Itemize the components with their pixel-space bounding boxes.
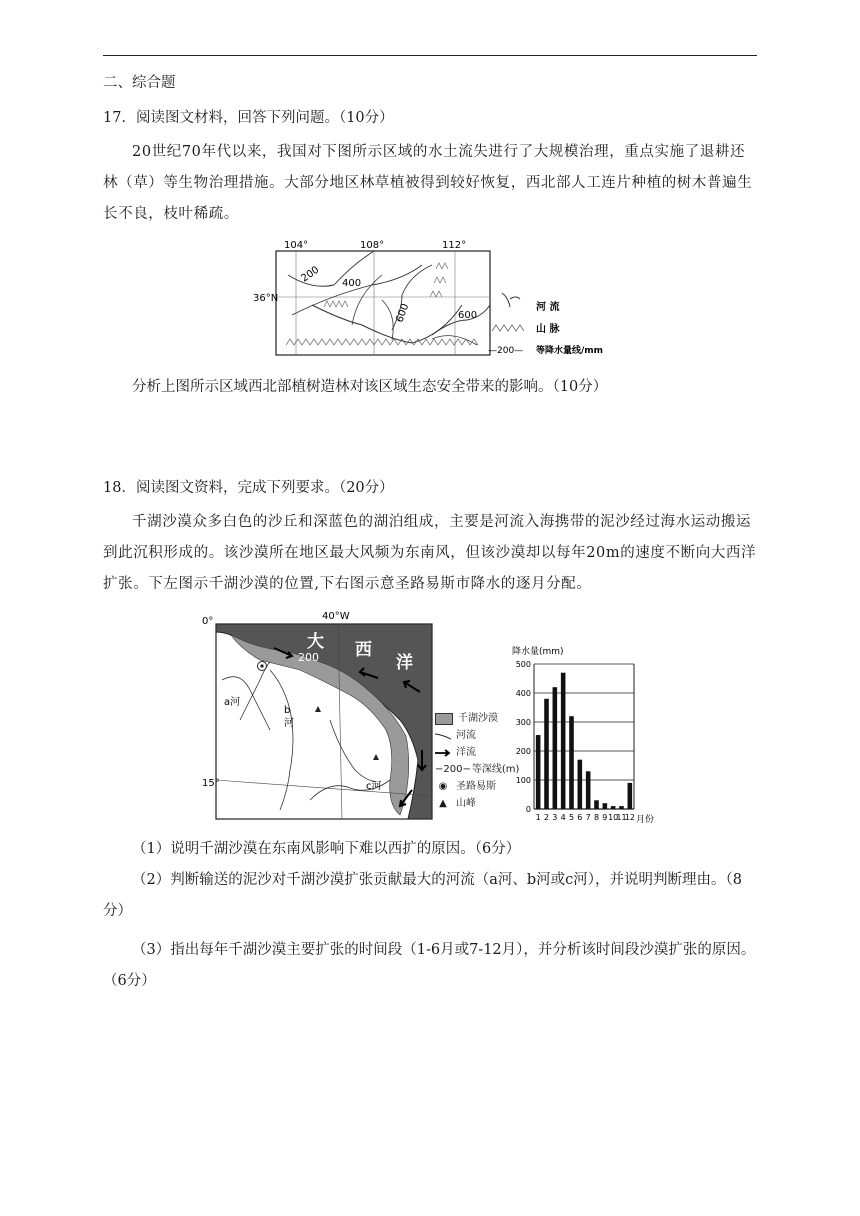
q18-paragraph: 千湖沙漠众多白色的沙丘和深蓝色的湖泊组成，主要是河流入海携带的泥沙经过海水运动搬运到此沉积形成的。该沙漠所在地区最大风频为东南风，但该沙漠却以每年20m的速度不断向大西洋扩张。下左图示千湖沙漠的位置,下右图示意圣路易斯市降水的逐月分配。 bbox=[103, 514, 757, 592]
chart-ytick-label: 500 bbox=[515, 660, 531, 669]
chart-xlabel: 月份 bbox=[636, 815, 655, 824]
chart-ytick-label: 200 bbox=[515, 747, 531, 756]
lat-label-0: 0° bbox=[202, 616, 214, 627]
chart-xtick-label: 12 bbox=[624, 813, 635, 822]
q18-map bbox=[200, 610, 440, 822]
legend-mountain-label: 山 脉 bbox=[536, 324, 560, 335]
legend-current-label: 洋流 bbox=[456, 747, 476, 758]
ocean-char-xi: 西 bbox=[355, 640, 372, 660]
ocean-char-da: 大 bbox=[307, 632, 324, 652]
chart-xtick-label: 11 bbox=[616, 813, 627, 822]
legend-isohyet-value: —200— bbox=[488, 346, 524, 356]
river-a-label: a河 bbox=[224, 697, 241, 708]
legend-peak-icon: ▲ bbox=[439, 798, 447, 809]
chart-ytick-label: 100 bbox=[515, 776, 531, 785]
chart-xtick-label: 1 bbox=[535, 813, 541, 822]
chart-bar-month-1 bbox=[536, 735, 541, 809]
ocean-char-yang: 洋 bbox=[396, 653, 413, 673]
lon-label-104: 104° bbox=[284, 240, 309, 251]
chart-ytick-label: 0 bbox=[525, 805, 531, 814]
chart-ylabel: 降水量(mm) bbox=[512, 647, 564, 657]
isohyet-label-400: 400 bbox=[342, 278, 362, 289]
chart-bar-month-4 bbox=[561, 673, 566, 809]
legend-river-label-2: 河流 bbox=[456, 730, 476, 741]
chart-bar-month-9 bbox=[603, 803, 608, 809]
q18-title: 18．阅读图文资料，完成下列要求。（20分） bbox=[103, 480, 394, 496]
q17-question: 分析上图所示区域西北部植树造林对该区域生态安全带来的影响。（10分） bbox=[132, 379, 608, 395]
q17-map bbox=[252, 235, 614, 360]
lat-label-36n: 36°N bbox=[253, 293, 279, 304]
chart-yticks bbox=[516, 660, 531, 814]
chart-ytick-label: 400 bbox=[515, 689, 531, 698]
lon-label-40w: 40°W bbox=[322, 611, 350, 622]
chart-xticks bbox=[536, 813, 635, 822]
isohyet-label-600-b: 600 bbox=[458, 310, 478, 321]
river-b-label-2: 河 bbox=[284, 718, 294, 729]
chart-xtick-label: 7 bbox=[585, 813, 591, 822]
lon-label-108: 108° bbox=[360, 240, 385, 251]
legend-depth-label: 等深线(m) bbox=[471, 764, 520, 775]
legend-current-icon bbox=[435, 748, 451, 758]
precipitation-chart bbox=[508, 644, 668, 824]
saint-louis-dot bbox=[260, 664, 263, 667]
legend-city-label: 圣路易斯 bbox=[456, 781, 496, 792]
chart-bar-month-5 bbox=[569, 716, 574, 809]
legend-river-label: 河 流 bbox=[536, 302, 560, 313]
chart-bar-month-7 bbox=[586, 771, 591, 809]
legend-river-icon bbox=[502, 293, 520, 307]
chart-bar-month-2 bbox=[544, 699, 549, 809]
legend-mountain-icon bbox=[492, 325, 524, 331]
chart-xtick-label: 5 bbox=[568, 813, 575, 822]
isohyet-label-600-a: 600 bbox=[394, 302, 412, 325]
chart-xtick-label: 6 bbox=[577, 813, 583, 822]
river-b-label-1: b bbox=[284, 705, 291, 716]
legend-desert-label: 千湖沙漠 bbox=[458, 713, 498, 724]
top-rule bbox=[103, 55, 757, 56]
chart-xtick-label: 3 bbox=[552, 813, 558, 822]
chart-bar-month-3 bbox=[553, 687, 558, 809]
river-c-label: c河 bbox=[366, 781, 382, 792]
legend-city-icon: ◉ bbox=[438, 781, 448, 792]
q18-subquestion-1: （1）说明千湖沙漠在东南风影响下难以西扩的原因。（6分） bbox=[132, 841, 521, 857]
legend-isohyet-label: 等降水量线/mm bbox=[536, 346, 604, 356]
chart-xtick-label: 10 bbox=[608, 813, 619, 822]
legend-peak-label: 山峰 bbox=[456, 798, 476, 809]
chart-bar-month-11 bbox=[619, 806, 624, 809]
q17-paragraph: 20世纪70年代以来，我国对下图所示区域的水土流失进行了大规模治理，重点实施了退耕还林（草）等生物治理措施。大部分地区林草植被得到较好恢复，西北部人工连片种植的树木普遍生长不良，枝叶稀疏。 bbox=[103, 144, 753, 222]
legend-desert-swatch bbox=[435, 713, 453, 725]
chart-xtick-label: 9 bbox=[602, 813, 608, 822]
chart-bar-month-8 bbox=[594, 800, 599, 809]
q18-subquestion-2: （2）判断输送的泥沙对千湖沙漠扩张贡献最大的河流（a河、b河或c河），并说明判断理由。（8分） bbox=[103, 872, 742, 919]
lat-label-15: 15° bbox=[202, 778, 220, 789]
chart-ytick-label: 300 bbox=[515, 718, 531, 727]
chart-bar-month-12 bbox=[628, 783, 633, 809]
legend-river-icon-2 bbox=[435, 731, 451, 741]
section-title: 二、综合题 bbox=[103, 75, 176, 91]
chart-xtick-label: 8 bbox=[593, 813, 600, 822]
legend-depth-value: −200− bbox=[435, 764, 471, 775]
chart-xtick-label: 4 bbox=[560, 813, 566, 822]
lon-label-112: 112° bbox=[442, 240, 467, 251]
depth-label-200: 200 bbox=[298, 651, 319, 664]
chart-bar-month-6 bbox=[578, 760, 583, 809]
chart-xtick-label: 2 bbox=[543, 813, 550, 822]
q17-title: 17．阅读图文材料，回答下列问题。（10分） bbox=[103, 110, 394, 126]
chart-grid bbox=[534, 664, 634, 809]
chart-bar-month-10 bbox=[611, 806, 616, 809]
q18-subquestion-3: （3）指出每年千湖沙漠主要扩张的时间段（1-6月或7-12月），并分析该时间段沙漠扩张的原因。（6分） bbox=[103, 942, 756, 989]
isohyet-label-200: 200 bbox=[299, 264, 322, 285]
